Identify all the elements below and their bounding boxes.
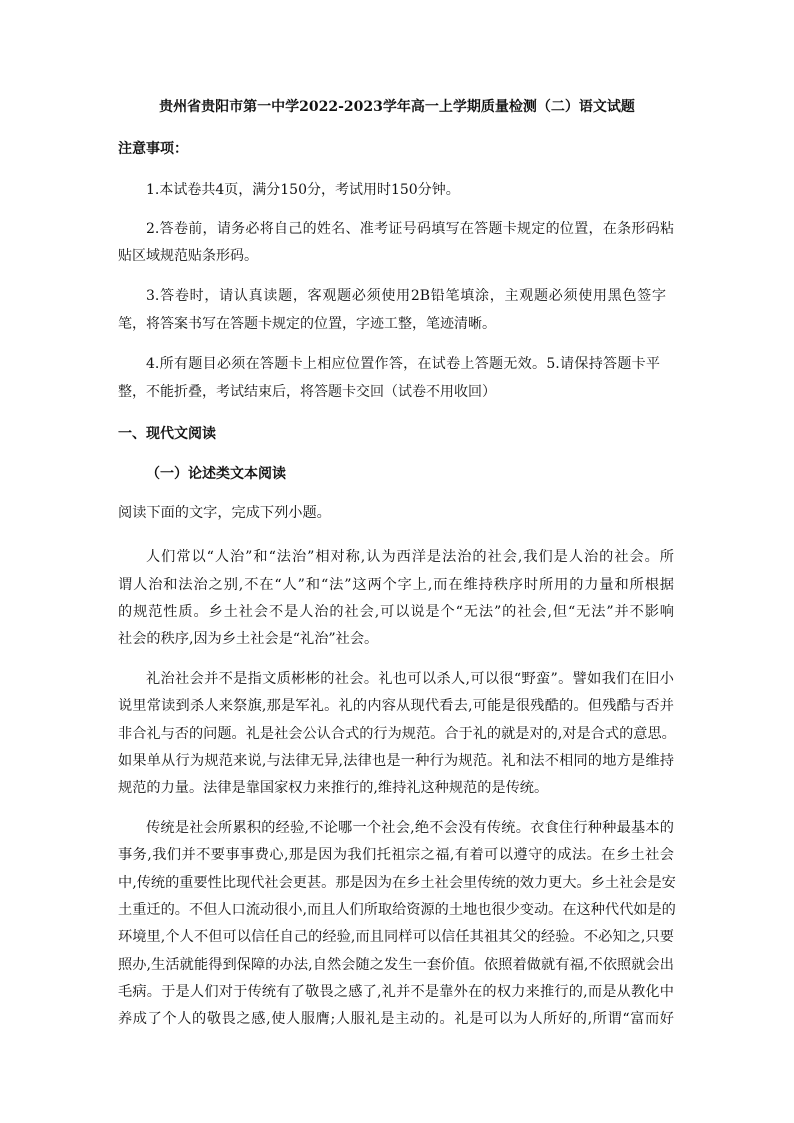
paragraph-1-line-4: 社会的秩序,因为乡土社会是“礼治”社会。 (118, 631, 379, 647)
paragraph-1-line-3: 的规范性质。乡土社会不是人治的社会,可以说是个“无法”的社会,但“无法”并不影响 (118, 604, 674, 620)
paragraph-2-line-1: 礼治社会并不是指文质彬彬的社会。礼也可以杀人,可以很“野蛮”。譬如我们在旧小 (146, 671, 674, 687)
document-title: 贵州省贵阳市第一中学2022-2023学年高一上学期质量检测（二）语文试题 (159, 99, 635, 115)
subsection-heading: （一）论述类文本阅读 (146, 466, 286, 482)
notice-line-1: 1.本试卷共4页，满分150分，考试用时150分钟。 (146, 182, 460, 198)
notice-line-3: 贴区域规范贴条形码。 (118, 248, 258, 264)
paragraph-3-line-6: 照办,生活就能得到保障的办法,自然会随之发生一套价值。依照着做就有福,不依照就会出 (118, 957, 674, 973)
paragraph-3-line-3: 中,传统的重要性比现代社会更甚。那是因为在乡土社会里传统的效力更大。乡土社会是安 (118, 875, 676, 891)
paragraph-1-line-1: 人们常以“人治”和“法治”相对称,认为西洋是法治的社会,我们是人治的社会。所 (146, 549, 674, 565)
paragraph-3-line-4: 土重迁的。不但人口流动很小,而且人们所取给资源的土地也很少变动。在这种代代如是的 (118, 902, 676, 918)
paragraph-2-line-3: 非合礼与否的问题。礼是社会公认合式的行为规范。合于礼的就是对的,对是合式的意思。 (118, 726, 676, 742)
notice-line-7: 整，不能折叠，考试结束后，将答题卡交回（试卷不用收回） (118, 384, 496, 400)
notice-heading: 注意事项： (118, 141, 188, 157)
notice-line-4: 3.答卷时，请认真读题，客观题必须使用2B铅笔填涂，主观题必须使用黑色签字 (146, 288, 666, 304)
paragraph-1-line-2: 谓人治和法治之别,不在“人”和“法”这两个字上,而在维持秩序时所用的力量和所根据 (118, 577, 674, 593)
paragraph-3-line-2: 事务,我们并不要事事费心,那是因为我们托祖宗之福,有着可以遵守的成法。在乡土社会 (118, 847, 674, 863)
notice-line-2: 2.答卷前，请务必将自己的姓名、准考证号码填写在答题卡规定的位置，在条形码粘 (146, 221, 674, 237)
instruction-text: 阅读下面的文字，完成下列小题。 (118, 505, 331, 521)
notice-line-5: 笔，将答案书写在答题卡规定的位置，字迹工整，笔迹清晰。 (118, 316, 496, 332)
section-heading: 一、现代文阅读 (118, 426, 216, 442)
paragraph-3-line-8: 养成了个人的敬畏之感,使人服膺;人服礼是主动的。礼是可以为人所好的,所谓“富而好 (118, 1011, 674, 1027)
notice-line-6: 4.所有题目必须在答题卡上相应位置作答，在试卷上答题无效。5.请保持答题卡平 (146, 356, 660, 372)
paragraph-2-line-2: 说里常读到杀人来祭旗,那是军礼。礼的内容从现代看去,可能是很残酷的。但残酷与否并 (118, 698, 674, 714)
paragraph-2-line-4: 如果单从行为规范来说,与法律无异,法律也是一种行为规范。礼和法不相同的地方是维持 (118, 753, 674, 769)
paragraph-3-line-1: 传统是社会所累积的经验,不论哪一个社会,绝不会没有传统。衣食住行种种最基本的 (146, 820, 674, 836)
paragraph-2-line-5: 规范的力量。法律是靠国家权力来推行的,维持礼这种规范的是传统。 (118, 780, 549, 796)
paragraph-3-line-5: 环境里,个人不但可以信任自己的经验,而且同样可以信任其祖其父的经验。不必知之,只要 (118, 929, 674, 945)
paragraph-3-line-7: 毛病。于是人们对于传统有了敬畏之感了,礼并不是靠外在的权力来推行的,而是从教化中 (118, 984, 674, 1000)
